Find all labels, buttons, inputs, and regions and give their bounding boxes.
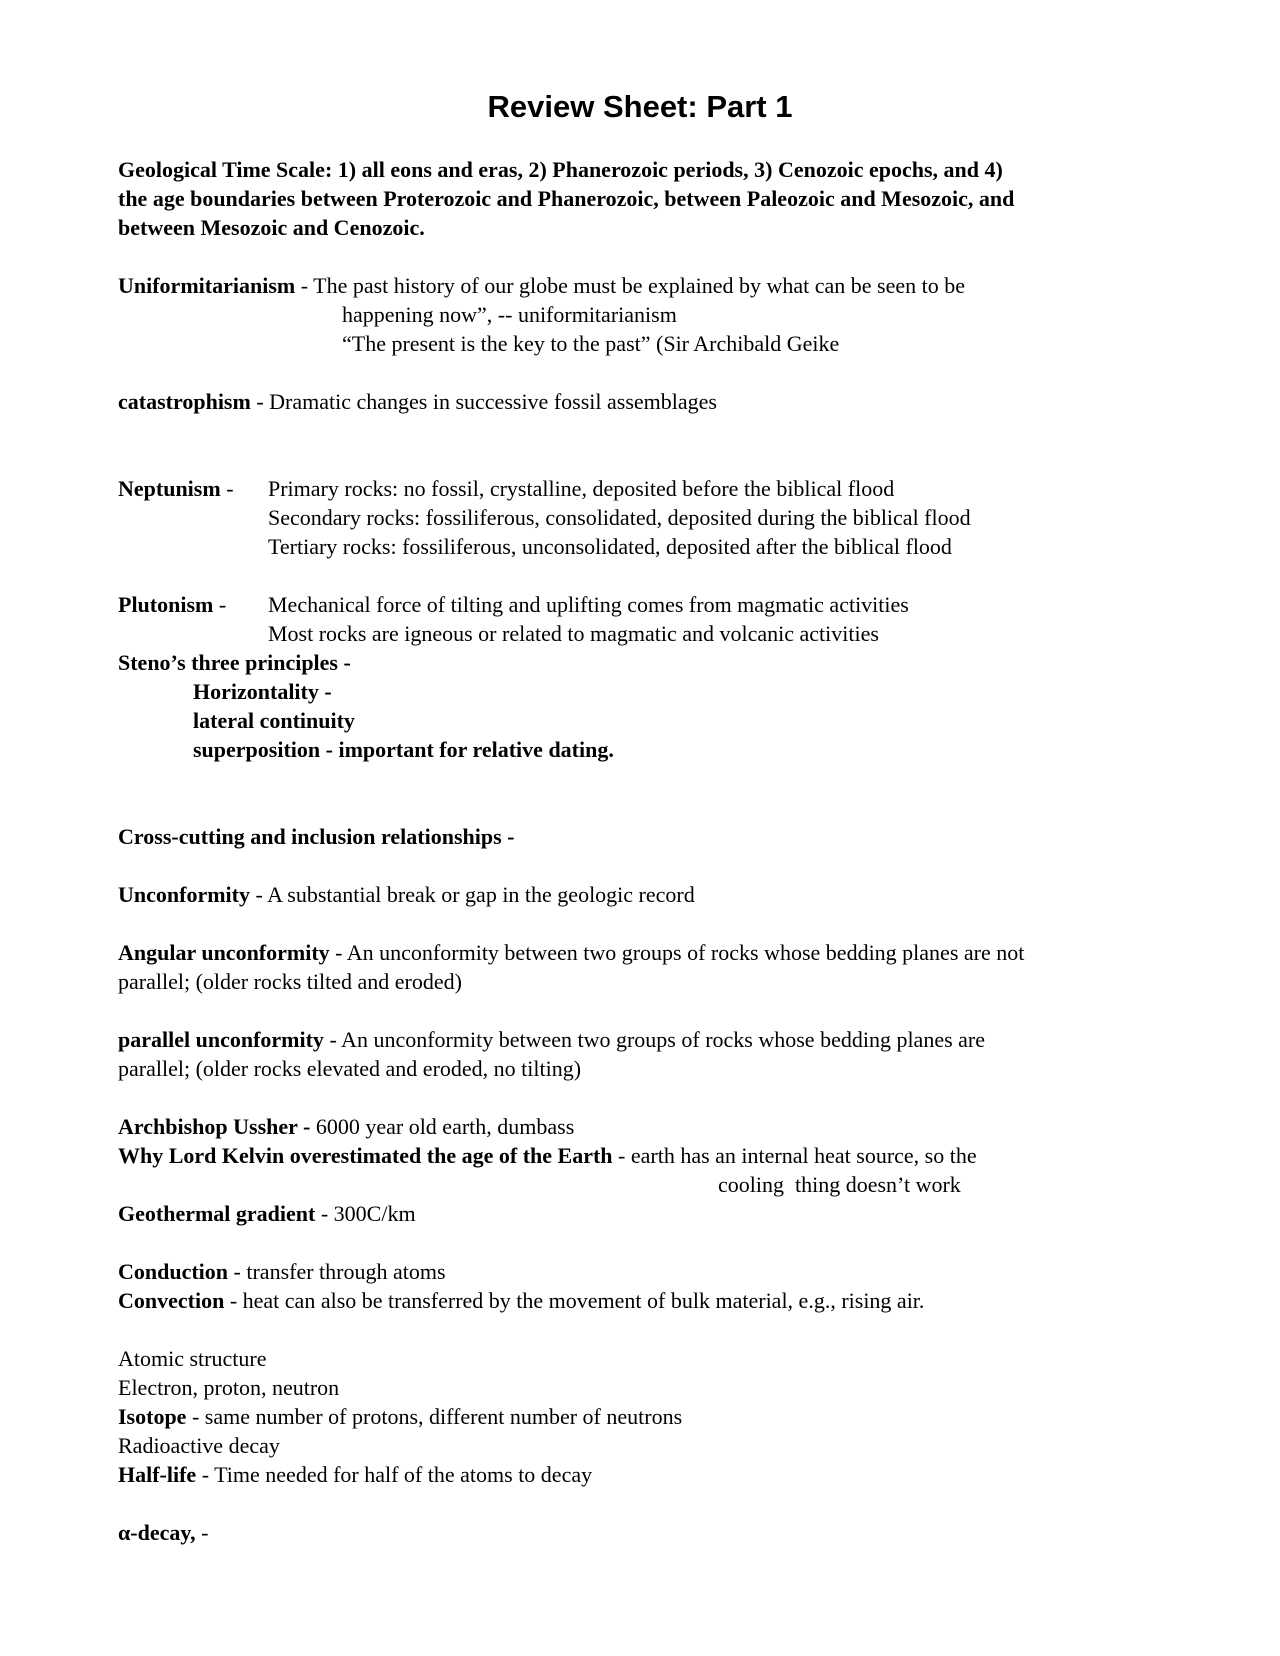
geothermal-entry [118, 1200, 416, 1228]
half-life-def: - Time needed for half of the atoms to decay [196, 1462, 593, 1487]
geothermal-def: - 300C/km [315, 1201, 416, 1226]
convection-def: - heat can also be transferred by the movement of bulk material, e.g., rising air. [224, 1288, 925, 1313]
isotope-entry [118, 1403, 682, 1431]
parallel-unconformity-entry [118, 1026, 985, 1054]
geo-scale-line-2: the age boundaries between Proterozoic and Phanerozoic, between Paleozoic and Mesozoic, and [118, 186, 1015, 211]
half-life-term: Half-life [118, 1462, 197, 1487]
alpha-decay-term: α-decay, [118, 1520, 196, 1545]
geo-scale-line-3: between Mesozoic and Cenozoic. [118, 215, 425, 240]
ussher-term: Archbishop Ussher - [118, 1114, 311, 1139]
alpha-decay-entry [118, 1519, 208, 1547]
kelvin-term: Why Lord Kelvin overestimated the age of the Earth [118, 1143, 613, 1168]
page-title: Review Sheet: Part 1 [487, 89, 793, 124]
kelvin-entry [118, 1142, 977, 1170]
parallel-unconformity-def-2: parallel; (older rocks elevated and eroded, no tilting) [118, 1056, 582, 1081]
isotope-def: - same number of protons, different number of neutrons [186, 1404, 683, 1429]
neptunism-term: Neptunism [118, 476, 221, 501]
angular-unconformity-def-2: parallel; (older rocks tilted and eroded) [118, 969, 462, 994]
parallel-unconformity-def-1: - An unconformity between two groups of rocks whose bedding planes are [323, 1027, 986, 1052]
cross-cutting-heading: Cross-cutting and inclusion relationships - [118, 824, 515, 849]
neptunism-def-1: Primary rocks: no fossil, crystalline, deposited before the biblical flood [268, 476, 895, 501]
uniformitarianism-term: Uniformitarianism [118, 273, 296, 298]
steno-principle-2: lateral continuity [193, 708, 355, 733]
ussher-def: 6000 year old earth, dumbass [310, 1114, 575, 1139]
ussher-entry [118, 1113, 574, 1141]
catastrophism-def: - Dramatic changes in successive fossil assemblages [250, 389, 717, 414]
catastrophism-entry [118, 388, 717, 416]
radioactive-decay: Radioactive decay [118, 1433, 280, 1458]
catastrophism-term: catastrophism [118, 389, 251, 414]
plutonism-separator: - [213, 592, 232, 617]
angular-unconformity-def-1: - An unconformity between two groups of rocks whose bedding planes are not [329, 940, 1025, 965]
uniformitarianism-separator: - [295, 273, 314, 298]
unconformity-term: Unconformity [118, 882, 250, 907]
half-life-entry [118, 1461, 592, 1489]
convection-entry [118, 1287, 924, 1315]
unconformity-entry [118, 881, 695, 909]
uniformitarianism-def-2: happening now”, -- uniformitarianism [342, 302, 677, 327]
uniformitarianism-def-1: The past history of our globe must be explained by what can be seen to be [313, 273, 966, 298]
parallel-unconformity-term: parallel unconformity [118, 1027, 324, 1052]
plutonism-def-2: Most rocks are igneous or related to magmatic and volcanic activities [268, 621, 879, 646]
kelvin-def-2: cooling thing doesn’t work [718, 1172, 961, 1197]
neptunism-def-3: Tertiary rocks: fossiliferous, unconsolidated, deposited after the biblical flood [268, 534, 952, 559]
conduction-term: Conduction [118, 1259, 229, 1284]
unconformity-def: - A substantial break or gap in the geologic record [249, 882, 695, 907]
convection-term: Convection [118, 1288, 225, 1313]
plutonism-label [118, 591, 232, 619]
conduction-entry [118, 1258, 446, 1286]
particles-line: Electron, proton, neutron [118, 1375, 340, 1400]
isotope-term: Isotope [118, 1404, 187, 1429]
alpha-decay-def: - [195, 1520, 209, 1545]
kelvin-def-1: - earth has an internal heat source, so the [612, 1143, 977, 1168]
plutonism-term: Plutonism [118, 592, 214, 617]
uniformitarianism-entry [118, 272, 965, 300]
steno-principle-3: superposition - important for relative dating. [193, 737, 614, 762]
neptunism-label [118, 475, 239, 503]
neptunism-def-2: Secondary rocks: fossiliferous, consolidated, deposited during the biblical flood [268, 505, 971, 530]
angular-unconformity-term: Angular unconformity [118, 940, 330, 965]
steno-principle-1: Horizontality - [193, 679, 332, 704]
steno-heading: Steno’s three principles - [118, 650, 351, 675]
atomic-structure: Atomic structure [118, 1346, 267, 1371]
conduction-def: - transfer through atoms [228, 1259, 446, 1284]
uniformitarianism-def-3: “The present is the key to the past” (Sir Archibald Geike [342, 331, 840, 356]
plutonism-def-1: Mechanical force of tilting and uplifting comes from magmatic activities [268, 592, 909, 617]
neptunism-separator: - [220, 476, 240, 501]
geo-scale-line-1: Geological Time Scale: 1) all eons and eras, 2) Phanerozoic periods, 3) Cenozoic epochs, and 4) [118, 157, 1003, 182]
geothermal-term: Geothermal gradient [118, 1201, 316, 1226]
angular-unconformity-entry [118, 939, 1024, 967]
